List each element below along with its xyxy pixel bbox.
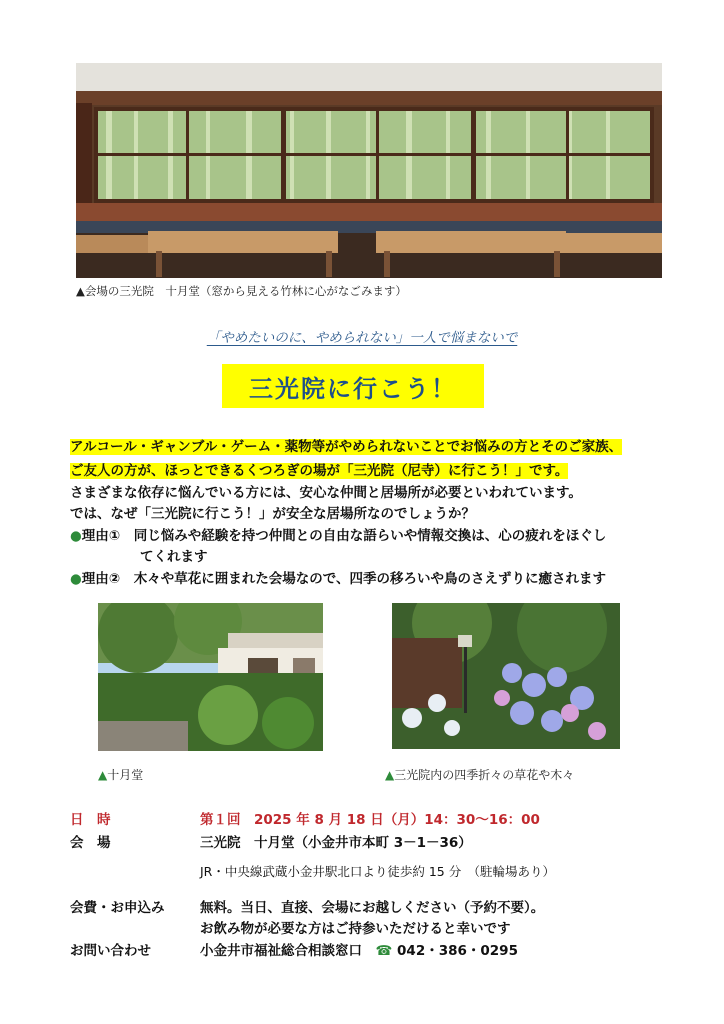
garden-illustration [392, 603, 620, 749]
tagline [0, 326, 724, 346]
contact-value: 小金井市福祉総合相談窓口 ☎ 042・386・0295 [200, 943, 518, 959]
fee-label: 会費・お申込み [70, 900, 165, 916]
intro-line-3: さまざまな依存に悩んでいる方には、安心な仲間と居場所が必要といわれています。 [70, 485, 582, 501]
venue-photo [76, 63, 662, 278]
hall-illustration [98, 603, 323, 751]
hall-photo [98, 603, 323, 751]
triangle-marker-icon: ▲ [98, 768, 108, 782]
hall-photo-caption: ▲十月堂 [98, 768, 144, 782]
garden-photo-caption: ▲三光院内の四季折々の草花や木々 [385, 768, 575, 782]
access-info: JR・中央線武蔵小金井駅北口より徒歩約 15 分 （駐輪場あり） [200, 864, 556, 879]
contact-label: お問い合わせ [70, 943, 151, 959]
reason-1-continued: てくれます [140, 549, 208, 565]
tagline-text: 「やめたいのに、やめられない」一人で悩まないで [206, 330, 518, 346]
reason-2 [70, 567, 606, 587]
reason-1 [70, 524, 606, 544]
garden-photo [392, 603, 620, 749]
triangle-marker-icon: ▲ [385, 768, 395, 782]
reason-text: 木々や草花に囲まれた会場なので、四季の移ろいや鳥のさえずりに癒されます [133, 571, 606, 587]
reason-text: 同じ悩みや経験を持つ仲間との自由な語らいや情報交換は、心の疲れをほぐし [133, 528, 607, 544]
fee-value: 無料。当日、直接、会場にお越しください（予約不要）。 [200, 900, 545, 916]
intro-line-1: アルコール・ギャンブル・ゲーム・薬物等がやめられないことでお悩みの方とそのご家族、 [70, 439, 623, 455]
phone-icon: ☎ [375, 943, 393, 959]
bullet-icon: ● [70, 571, 82, 587]
intro-line-2: ご友人の方が、ほっとできるくつろぎの場が「三光院（尼寺）に行こう！」です。 [70, 463, 569, 479]
intro-line-4: では、なぜ「三光院に行こう！」が安全な居場所なのでしょうか？ [70, 506, 475, 522]
page-title: 三光院に行こう！ [249, 374, 457, 403]
phone-number: 042・386・0295 [397, 943, 518, 959]
venue-label: 会 場 [70, 835, 111, 851]
bullet-icon: ● [70, 528, 82, 544]
venue-room-illustration [76, 63, 662, 278]
datetime-value: 第１回 2025 年 8 月 18 日（月）14：30〜16：00 [200, 812, 540, 828]
parking-info: （駐輪場あり） [473, 864, 556, 879]
drink-note: お飲み物が必要な方はご持参いただけると幸いです [200, 921, 511, 937]
page-title-box [222, 364, 484, 408]
reason-label: 理由① [81, 528, 121, 544]
venue-value: 三光院 十月堂（小金井市本町 3－1－36） [200, 835, 472, 851]
datetime-label: 日 時 [70, 812, 111, 828]
venue-photo-caption: ▲会場の三光院 十月堂（窓から見える竹林に心がなごみます） [76, 284, 407, 298]
reason-label: 理由② [81, 571, 121, 587]
